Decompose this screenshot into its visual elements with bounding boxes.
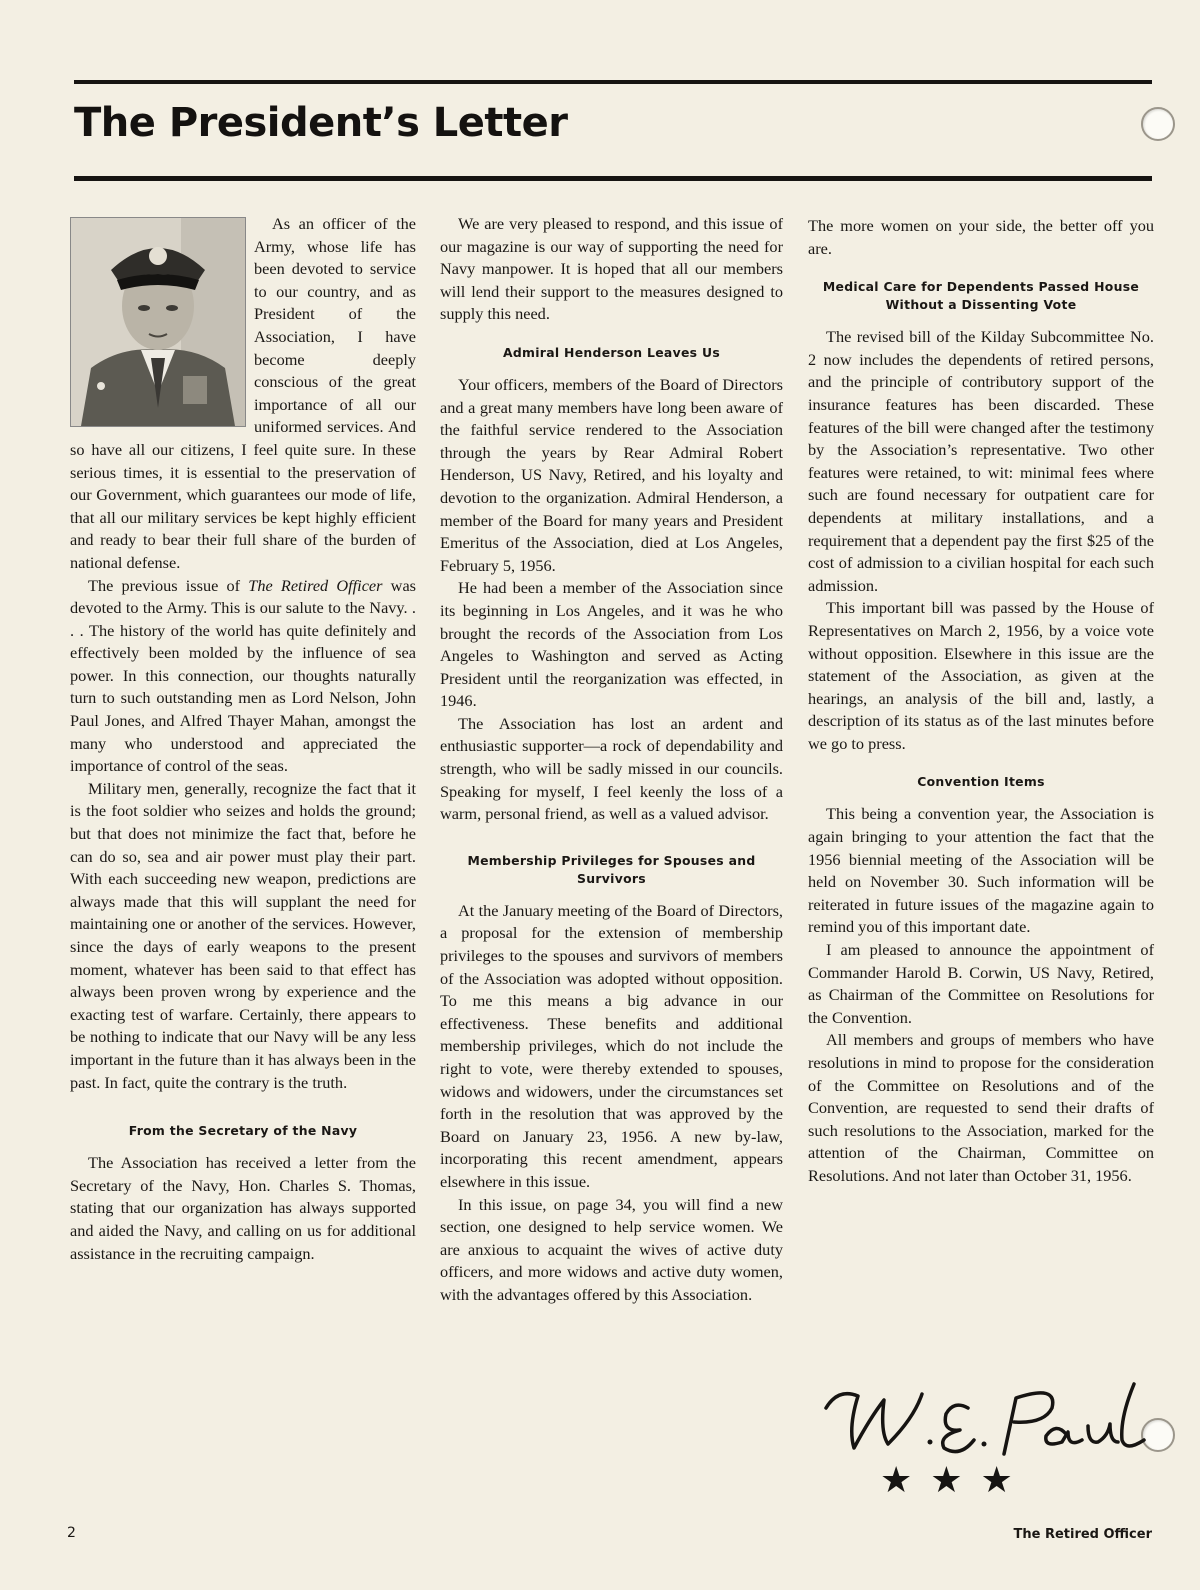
paragraph: At the January meeting of the Board of Directors, a proposal for the extension of membership privileges to the spouses and survivors of members of the Association was adopted without opposition. To me this means a big advance in our effectiveness. These benefits and additional membership privileges, which do not include the right to vote, were thereby extended to spouses, widows and widowers, under the circumstances set forth in the resolution that was approved by the Board on January 23, 1956. A new by-law, incorporating this recent amendment, appears elsewhere in this issue. [440,900,783,1191]
paragraph: We are very pleased to respond, and this issue of our magazine is our way of supporting the need for Navy manpower. It is hoped that all our members will lend their support to the measures designed to supply this need. [440,214,783,324]
binder-hole-top [1141,107,1175,141]
three-stars-icon: ★★★ [880,1460,1031,1501]
paragraph: As an officer of the Army, whose life has been devoted to service to our country, and as President of the Association, I have become deeply conscious of the great importance of all our uniformed services. And so have all our citizens, I feel quite sure. In these serious times, it is essential to the preservation of our Government, which guarantees our mode of life, that all our military services be kept highly efficient and ready to bear their full share of the burden of national defense. [70,214,416,572]
paragraph: The Association has received a letter from the Secretary of the Navy, Hon. Charles S. Thomas, stating that our organization has always supported and aided the Navy, and calling on us for additional assistance in the recruiting campaign. [70,1153,416,1263]
section-heading-convention: Convention Items [917,774,1045,790]
column-2 [440,213,783,1307]
paragraph: The Association has lost an ardent and enthusiastic supporter—a rock of dependability and strength, who will be sadly missed in our councils. Speaking for myself, I feel keenly the loss of a warm, personal friend, as well as a valued advisor. [440,713,783,824]
section-heading-henderson: Admiral Henderson Leaves Us [502,344,721,360]
paragraph: Your officers, members of the Board of Directors and a great many members have long been aware of the faithful service rendered to the Association through the years by Rear Admiral Robert Henderson, US Navy, Retired, and his loyalty and devotion to the organization. Admiral Henderson, a member of the Board for many years and President Emeritus of the Association, died at Los Angeles, February 5, 1956. [440,374,783,575]
paragraph: This important bill was passed by the House of Representatives on March 2, 1956, by a voice vote without opposition. Elsewhere in this issue are the statement of the Association, as given at the hearings, an analysis of the bill and, lastly, a description of its status as of the last minutes before we go to press. [808,598,1154,753]
section-heading-medical-care: Medical Care for Dependents Passed House Without a Dissenting Vote [822,279,1140,313]
paragraph: He had been a member of the Association since its beginning in Los Angeles, and it was he who brought the records of the Association from Los Angeles to Washington and served as Acting President until the reorganization was effected, in 1946. [440,578,783,711]
column-3 [808,215,1154,1188]
page-number: 2 [67,1525,76,1541]
magazine-title-italic: The Retired Officer [248,575,383,595]
column-1 [70,213,416,1265]
section-heading-secretary-navy: From the Secretary of the Navy [128,1123,358,1139]
top-rule [74,80,1152,84]
publication-name: The Retired Officer [1013,1527,1152,1542]
paragraph: In this issue, on page 34, you will find a new section, one designed to help service women. We are anxious to acquaint the wives of active duty officers, and more widows and active duty women, with the advantages offered by this Association. [440,1194,783,1304]
paragraph: This being a convention year, the Association is again bringing to your attention the fact that the 1956 biennial meeting of the Association will be held on November 30. Such information will be reiterated in future issues of the magazine again to remind you of this important date. [808,804,1154,937]
title-rule [74,176,1152,181]
page-title: The President’s Letter [74,100,568,146]
paragraph: The more women on your side, the better off you are. [808,216,1154,258]
paragraph: The revised bill of the Kilday Subcommittee No. 2 now includes the dependents of retired persons, and the principle of contributory support of the insurance features has been discarded. These features of the bill were changed after the testimony by the Association’s representative. Two other features were retained, to wit: minimal fees where such are found necessary for outpatient care for dependents at military installations, and a requirement that a dependent pay the first $25 of the cost of admission to a civilian hospital for each such admission. [808,327,1154,595]
paragraph: The previous issue of The Retired Officer was devoted to the Army. This is our salute to the Navy. . . . The history of the world has quite definitely and effectively been molded by the influence of sea power. In this connection, our thoughts naturally turn to such outstanding men as Lord Nelson, John Paul Jones, and Alfred Thayer Mahan, amongst the many who understood and appreciated the importance of control of the seas. [70,575,417,776]
officer-portrait-photo [70,217,246,427]
paragraph: Military men, generally, recognize the fact that it is the foot soldier who seizes and holds the ground; but that does not minimize the fact that, before he can do so, sea and air power must play their part. With each succeeding new weapon, predictions are always made that this will supplant the need for maintaining one or another of the services. However, since the days of early weapons to the present moment, whatever has been said to that effect has always been proven wrong by experience and the exacting test of warfare. Certainly, there appears to be nothing to indicate that our Navy will be any less important in the future than it has always been in the past. In fact, quite the contrary is the truth. [70,778,416,1092]
section-heading-membership: Membership Privileges for Spouses and Survivors [467,852,756,886]
handwritten-signature [818,1378,1148,1460]
paragraph: All members and groups of members who have resolutions in mind to propose for the consideration of the Committee on Resolutions and of the Convention, are requested to send their drafts of such resolutions to the Association, marked for the attention of the Chairman, Committee on Resolutions. And not later than October 31, 1956. [808,1030,1154,1185]
paragraph: I am pleased to announce the appointment of Commander Harold B. Corwin, US Navy, Retired, as Chairman of the Committee on Resolutions for the Convention. [808,940,1154,1027]
